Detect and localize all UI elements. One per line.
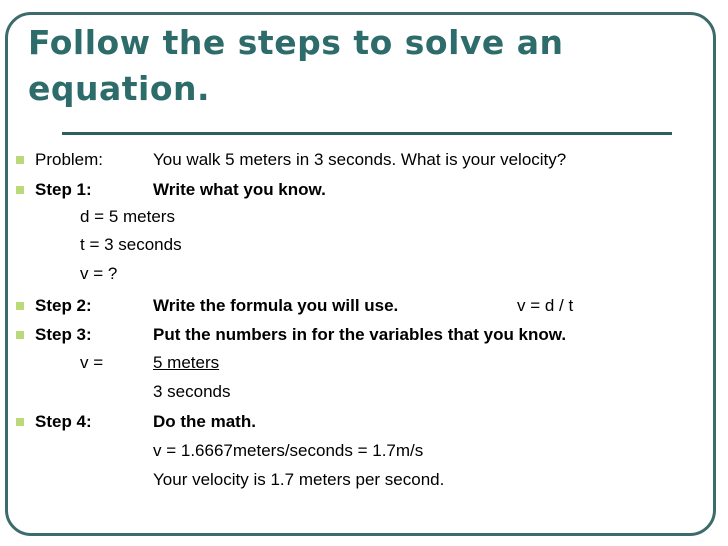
bullet-icon bbox=[16, 156, 24, 164]
given-time: t = 3 seconds bbox=[80, 235, 182, 254]
step4-text: Do the math. bbox=[153, 412, 256, 431]
step2-formula: v = d / t bbox=[517, 296, 574, 315]
step1-text: Write what you know. bbox=[153, 180, 326, 199]
step4-label: Step 4: bbox=[35, 412, 92, 431]
step3-lhs: v = bbox=[80, 353, 104, 372]
step4-calculation: v = 1.6667meters/seconds = 1.7m/s bbox=[153, 441, 424, 460]
step3-label: Step 3: bbox=[35, 325, 92, 344]
step3-text: Put the numbers in for the variables that you know. bbox=[153, 325, 567, 344]
slide-title: Follow the steps to solve an equation. bbox=[28, 23, 564, 108]
title-divider bbox=[62, 132, 672, 135]
step2-label: Step 2: bbox=[35, 296, 92, 315]
fraction-denominator: 3 seconds bbox=[153, 382, 231, 401]
bullet-icon bbox=[16, 186, 24, 194]
step1-label: Step 1: bbox=[35, 180, 92, 199]
bullet-icon bbox=[16, 418, 24, 426]
step4-answer: Your velocity is 1.7 meters per second. bbox=[153, 470, 445, 489]
bullet-icon bbox=[16, 331, 24, 339]
given-distance: d = 5 meters bbox=[80, 207, 175, 226]
bullet-icon bbox=[16, 302, 24, 310]
step2-text: Write the formula you will use. bbox=[153, 296, 399, 315]
problem-label: Problem: bbox=[35, 150, 104, 169]
fraction-numerator: 5 meters bbox=[153, 353, 220, 372]
given-velocity: v = ? bbox=[80, 264, 118, 283]
problem-text: You walk 5 meters in 3 seconds. What is your velocity? bbox=[153, 150, 567, 169]
